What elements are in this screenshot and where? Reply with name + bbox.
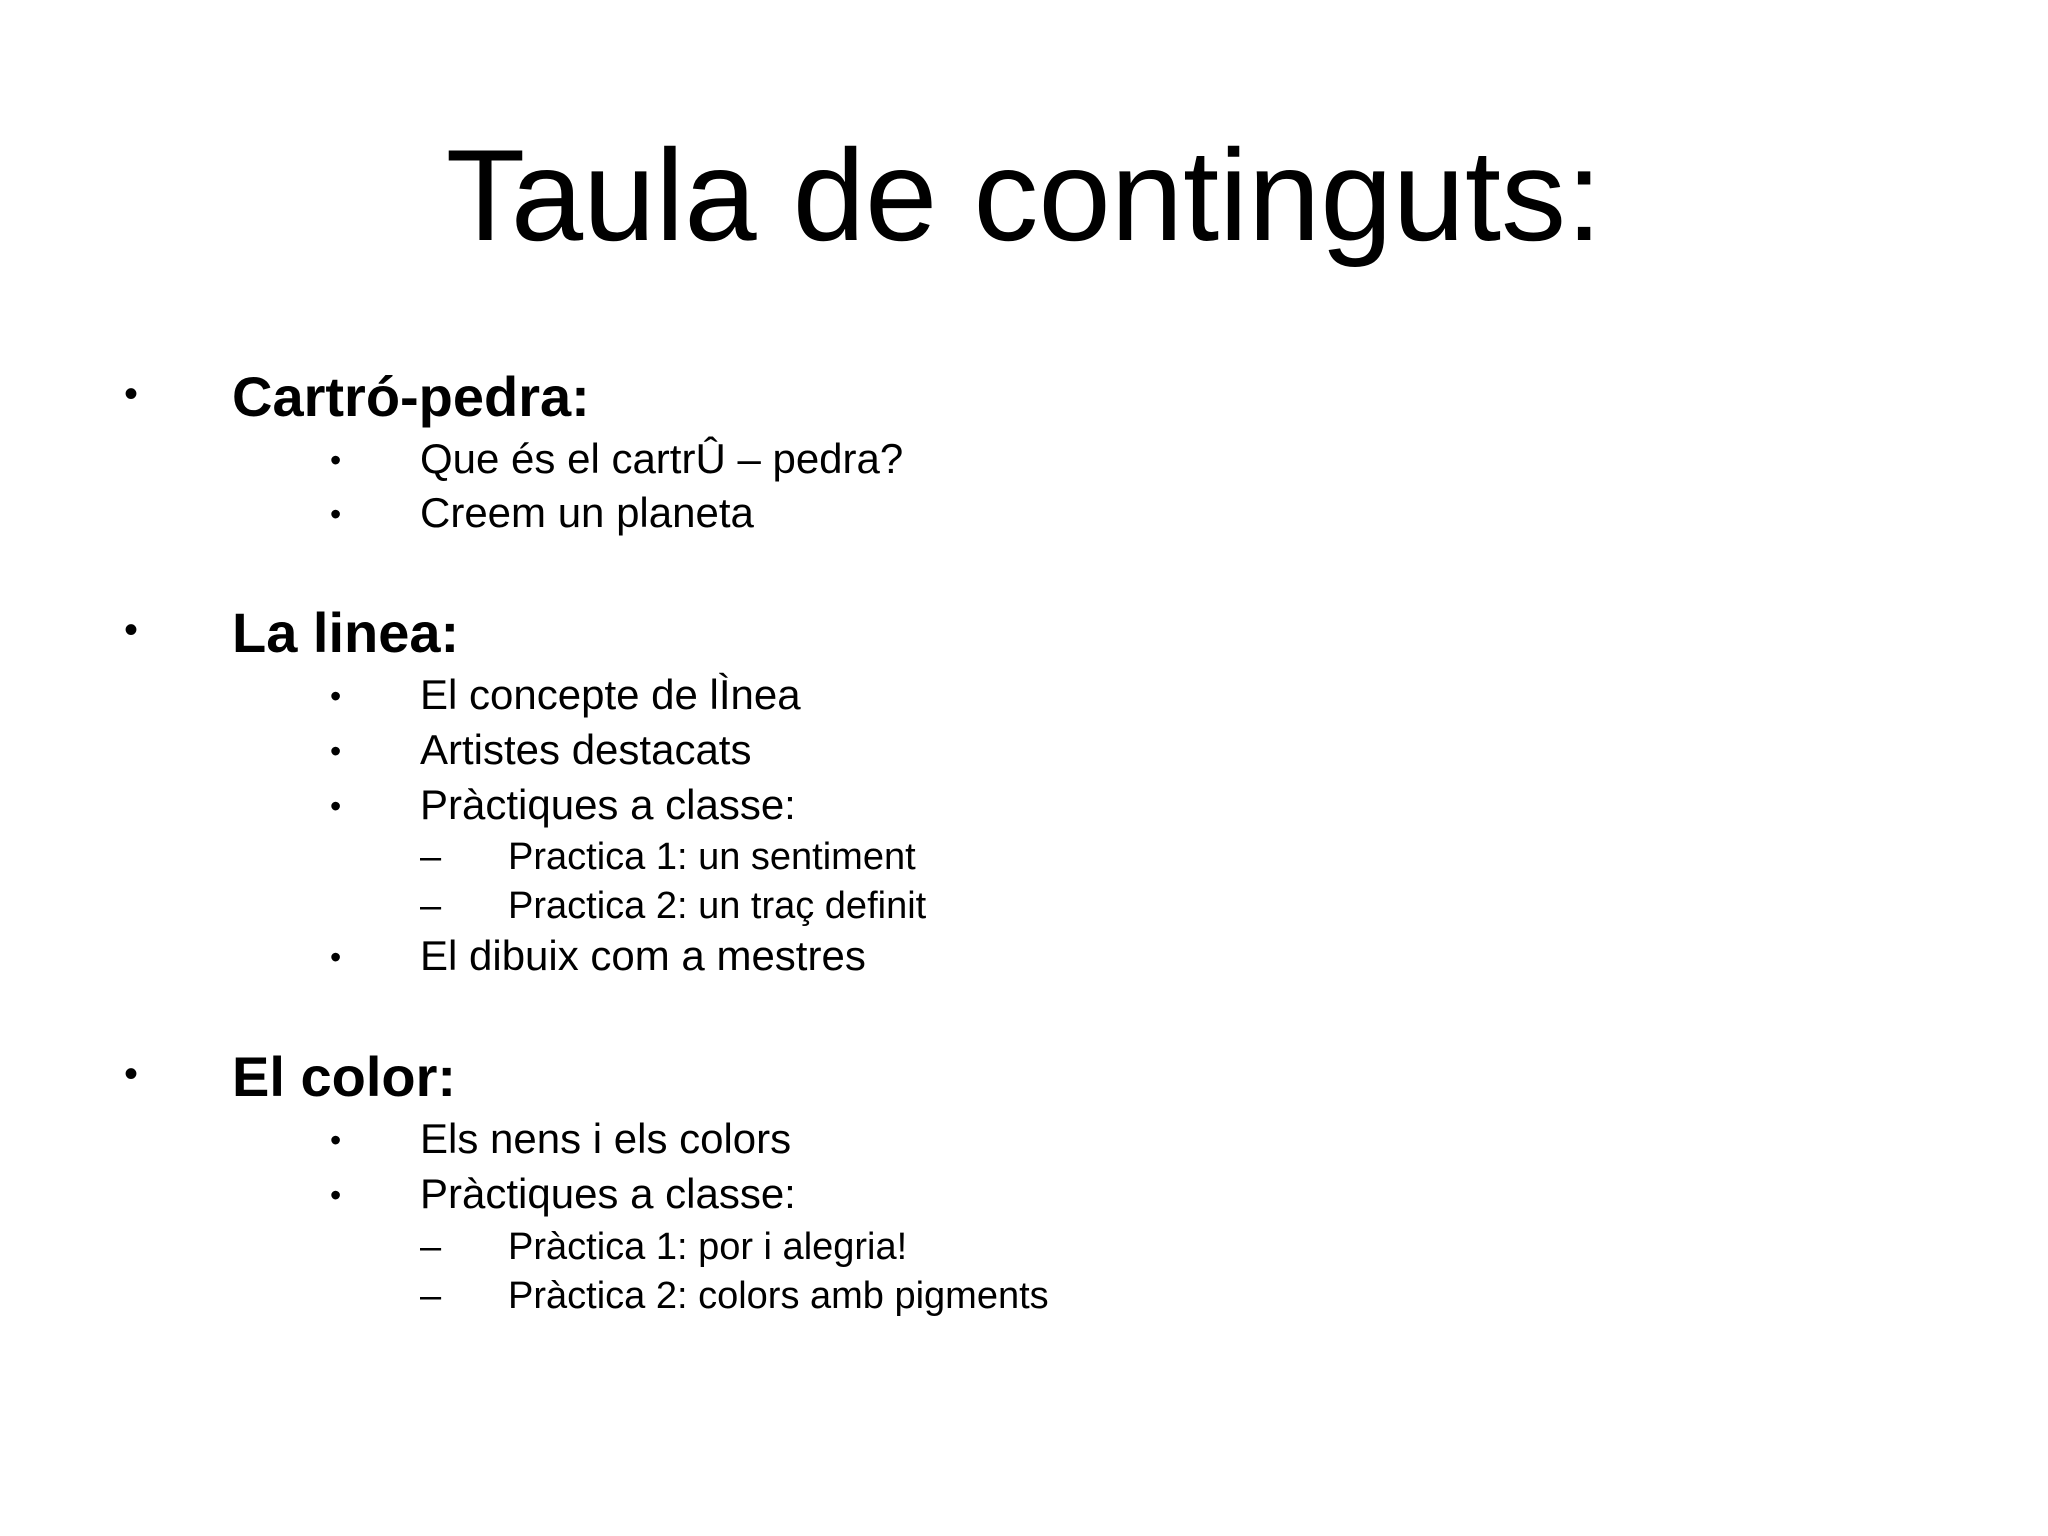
bullet-icon: •: [330, 442, 342, 478]
bullet-icon: •: [330, 733, 342, 769]
list-subitem: Pràctica 1: por i alegria!: [508, 1226, 908, 1268]
bullet-icon: •: [330, 1177, 342, 1213]
list-item: Pràctiques a classe:: [420, 781, 796, 828]
list-subitem: Practica 1: un sentiment: [508, 836, 916, 878]
list-subitem: Practica 2: un traç definit: [508, 885, 927, 927]
section-heading-la-linea: La linea:: [232, 601, 460, 664]
bullet-icon: •: [330, 788, 342, 824]
bullet-icon: •: [124, 608, 139, 652]
section-heading-el-color: El color:: [232, 1045, 457, 1108]
bullet-icon: •: [330, 496, 342, 532]
dash-icon: –: [420, 1275, 442, 1317]
list-item: El dibuix com a mestres: [420, 932, 866, 979]
list-item: Que és el cartrÛ – pedra?: [420, 435, 904, 482]
dash-icon: –: [420, 836, 442, 878]
list-item: El concepte de lÌnea: [420, 671, 801, 718]
bullet-icon: •: [124, 372, 139, 416]
section-heading-cartro-pedra: Cartró-pedra:: [232, 365, 590, 428]
bullet-icon: •: [330, 678, 342, 714]
list-item: Artistes destacats: [420, 726, 752, 773]
dash-icon: –: [420, 885, 442, 927]
dash-icon: –: [420, 1226, 442, 1268]
list-item: Pràctiques a classe:: [420, 1170, 796, 1217]
bullet-icon: •: [330, 1122, 342, 1158]
list-subitem: Pràctica 2: colors amb pigments: [508, 1275, 1049, 1317]
list-item: Creem un planeta: [420, 489, 754, 536]
bullet-icon: •: [124, 1052, 139, 1096]
slide-title: Taula de continguts:: [445, 122, 1603, 268]
list-item: Els nens i els colors: [420, 1115, 792, 1162]
bullet-icon: •: [330, 939, 342, 975]
